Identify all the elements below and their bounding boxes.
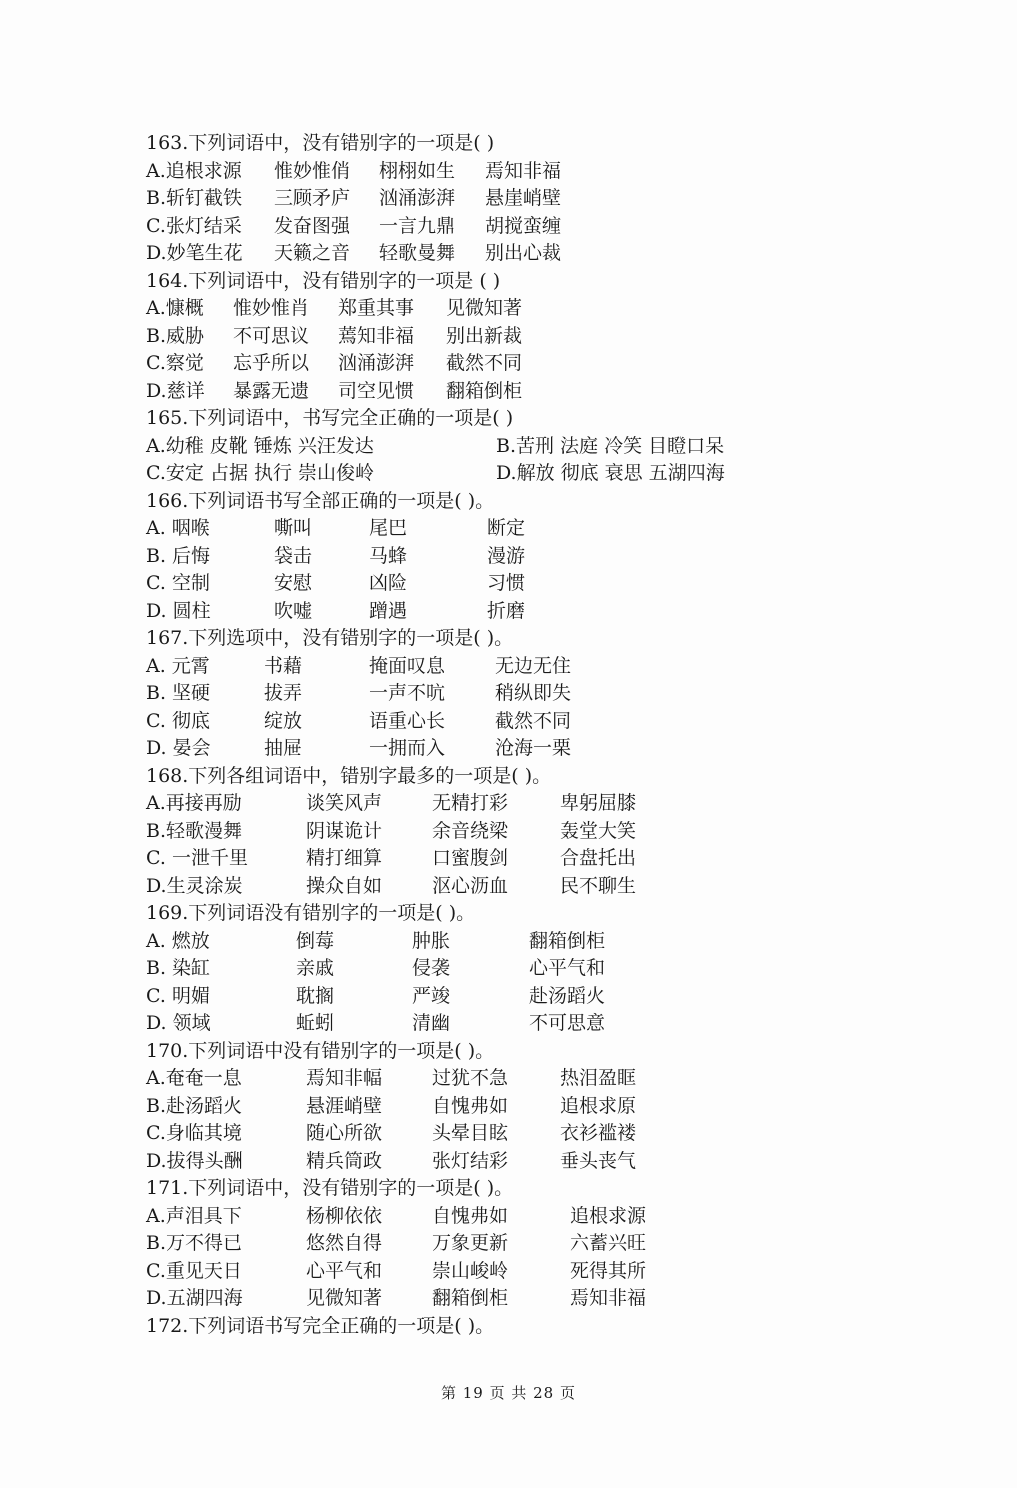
option-term: 赴汤蹈火 (529, 984, 606, 1007)
option-term: 习惯 (487, 572, 526, 594)
option-term: 崇山峻岭 (432, 1259, 509, 1282)
option-term: 无边无住 (495, 654, 572, 677)
option-term: 马蜂 (369, 544, 408, 567)
option-term: C.张灯结采 (146, 214, 242, 237)
option-term: C. 彻底 (146, 709, 210, 732)
option-term: D.妙笔生花 (146, 242, 243, 264)
option-term: D. 晏会 (146, 737, 211, 759)
option-term: 万象更新 (432, 1232, 509, 1254)
option-term: 民不聊生 (560, 874, 637, 897)
option-term: 谈笑风声 (306, 792, 383, 814)
option-term: D. 领域 (146, 1012, 211, 1034)
option-term: 栩栩如生 (379, 159, 456, 182)
option-term: 惟妙惟俏 (274, 159, 351, 182)
option-term: 发奋图强 (274, 214, 351, 237)
option-term: 见微知著 (446, 297, 523, 319)
option-term: 暴露无遗 (233, 379, 310, 402)
option-term: 一拥而入 (369, 737, 446, 759)
option-term: A. 咽喉 (146, 517, 210, 539)
option-term: 吹嘘 (274, 599, 313, 622)
option-term: 悬崖峭壁 (485, 187, 562, 209)
option-row (146, 873, 906, 901)
option-term: D.生灵涂炭 (146, 874, 243, 897)
option-term: 沧海一栗 (495, 737, 572, 759)
option-term: 一声不吭 (369, 682, 446, 704)
option-row (146, 708, 906, 736)
option-term: 蔫知非福 (338, 324, 415, 347)
option-term: C.身临其境 (146, 1122, 242, 1144)
option-term: 焉知非幅 (306, 1067, 383, 1089)
option-row (146, 185, 906, 213)
option-term: 抽屉 (264, 737, 303, 759)
option-term: 口蜜腹剑 (432, 847, 509, 869)
option-term: 汹涌澎湃 (338, 352, 415, 374)
option-term: 清幽 (412, 1012, 451, 1034)
option-term: 别出新裁 (446, 324, 523, 347)
option-row (146, 515, 906, 543)
option-term: 倒莓 (296, 929, 335, 952)
option-term: 肿胀 (412, 929, 451, 952)
option-term: 无精打彩 (432, 792, 509, 814)
option-term: 六蓄兴旺 (570, 1232, 647, 1254)
option-term: C.安定 占据 执行 崇山俊岭 (146, 462, 375, 484)
option-term: C. 一泄千里 (146, 847, 248, 869)
option-term: 杨柳依依 (306, 1204, 383, 1227)
option-row (146, 735, 906, 763)
option-term: 汹涌澎湃 (379, 187, 456, 209)
option-row (146, 1258, 906, 1286)
question-stem: 171.下列词语中，没有错别字的一项是( )。 (146, 1177, 514, 1199)
option-term: 耽搁 (296, 984, 335, 1007)
option-term: 蹭遇 (369, 599, 408, 622)
option-row (146, 433, 906, 461)
option-term: 翻箱倒柜 (446, 379, 523, 402)
option-term: 郑重其事 (338, 297, 415, 319)
option-row (146, 928, 906, 956)
option-term: 焉知非福 (570, 1287, 647, 1309)
option-term: B. 后悔 (146, 544, 211, 567)
option-term: 惟妙惟肖 (233, 297, 310, 319)
option-term: 精兵筒政 (306, 1149, 383, 1172)
question-stem: 164.下列词语中，没有错别字的一项是 ( ) (146, 269, 501, 292)
question-list (146, 130, 906, 1340)
option-term: 不可思议 (233, 324, 310, 347)
option-term: 焉知非福 (485, 159, 562, 182)
option-term: A. 燃放 (146, 929, 210, 952)
option-row (146, 983, 906, 1011)
option-row (146, 158, 906, 186)
option-term: 合盘托出 (560, 847, 637, 869)
option-term: 翻箱倒柜 (529, 929, 606, 952)
option-row (146, 1093, 906, 1121)
question-stem: 167.下列选项中，没有错别字的一项是( )。 (146, 627, 514, 649)
option-term: C.察觉 (146, 352, 204, 374)
option-term: B.轻歌漫舞 (146, 819, 243, 842)
option-term: 天籁之音 (274, 242, 351, 264)
option-term: 阴谋诡计 (306, 819, 383, 842)
option-row (146, 1010, 906, 1038)
option-term: A.再接再励 (146, 792, 242, 814)
option-term: 衣衫褴褛 (560, 1122, 637, 1144)
option-term: 截然不同 (446, 352, 523, 374)
option-term: 死得其所 (570, 1259, 647, 1282)
option-row (146, 1120, 906, 1148)
option-row (146, 1285, 906, 1313)
option-row (146, 213, 906, 241)
option-term: 嘶叫 (274, 517, 313, 539)
option-term: 书藉 (264, 654, 303, 677)
option-term: 尾巴 (369, 517, 408, 539)
option-row (146, 295, 906, 323)
option-term: 追根求源 (570, 1204, 647, 1227)
option-term: 精打细算 (306, 847, 383, 869)
question-stem: 163.下列词语中，没有错别字的一项是( ) (146, 132, 495, 154)
option-term: 司空见惯 (338, 379, 415, 402)
option-term: C. 明媚 (146, 984, 210, 1007)
option-term: D.五湖四海 (146, 1287, 243, 1309)
option-term: 余音绕梁 (432, 819, 509, 842)
option-row (146, 1230, 906, 1258)
option-term: 卑躬屈膝 (560, 792, 637, 814)
option-term: 沤心沥血 (432, 874, 509, 897)
option-term: D.解放 彻底 衰思 五湖四海 (496, 462, 725, 484)
option-term: B.斩钉截铁 (146, 187, 243, 209)
option-term: 见微知著 (306, 1287, 383, 1309)
option-term: 侵袭 (412, 957, 451, 979)
option-term: 自愧弗如 (432, 1204, 509, 1227)
option-term: D.拔得头酬 (146, 1149, 243, 1172)
option-row (146, 323, 906, 351)
option-term: 绽放 (264, 709, 303, 732)
option-term: 袋击 (274, 544, 313, 567)
option-term: B.万不得已 (146, 1232, 243, 1254)
option-term: 截然不同 (495, 709, 572, 732)
option-term: 安慰 (274, 572, 313, 594)
option-term: B. 染缸 (146, 957, 211, 979)
option-term: A. 元霄 (146, 654, 210, 677)
page-footer: 第 19 页 共 28 页 (440, 1384, 576, 1402)
option-row (146, 680, 906, 708)
option-term: 拔弄 (264, 682, 303, 704)
option-term: 头晕目眩 (432, 1122, 509, 1144)
option-term: 稍纵即失 (495, 682, 572, 704)
option-term: 掩面叹息 (369, 654, 446, 677)
option-term: 心平气和 (306, 1259, 383, 1282)
option-term: A.声泪具下 (146, 1204, 242, 1227)
option-row (146, 653, 906, 681)
option-term: B.赴汤蹈火 (146, 1094, 243, 1117)
option-term: A.慷概 (146, 297, 204, 319)
option-row (146, 598, 906, 626)
option-row (146, 543, 906, 571)
option-term: 轻歌曼舞 (379, 242, 456, 264)
option-term: 悠然自得 (306, 1232, 383, 1254)
option-term: 追根求原 (560, 1094, 637, 1117)
option-term: 心平气和 (529, 957, 606, 979)
option-term: D. 圆柱 (146, 599, 211, 622)
option-term: D.慈详 (146, 379, 205, 402)
option-row (146, 460, 906, 488)
option-term: 轰堂大笑 (560, 819, 637, 842)
option-row (146, 350, 906, 378)
option-row (146, 790, 906, 818)
question-stem: 172.下列词语书写完全正确的一项是( )。 (146, 1314, 495, 1337)
option-term: 不可思意 (529, 1012, 606, 1034)
question-stem: 169.下列词语没有错别字的一项是( )。 (146, 902, 476, 924)
option-term: 操众自如 (306, 874, 383, 897)
option-row (146, 845, 906, 873)
option-row (146, 240, 906, 268)
option-term: 悬涯峭壁 (306, 1094, 383, 1117)
option-term: A.奄奄一息 (146, 1067, 242, 1089)
option-term: 翻箱倒柜 (432, 1287, 509, 1309)
option-row (146, 1203, 906, 1231)
option-row (146, 818, 906, 846)
option-term: C. 空制 (146, 572, 210, 594)
option-term: 一言九鼎 (379, 214, 456, 237)
option-term: C.重见天日 (146, 1259, 242, 1282)
option-term: 三顾矛庐 (274, 187, 351, 209)
option-term: A.追根求源 (146, 159, 242, 182)
option-term: A.幼稚 皮靴 锤炼 兴汪发达 (146, 434, 374, 457)
option-row (146, 378, 906, 406)
question-stem: 166.下列词语书写全部正确的一项是( )。 (146, 489, 495, 512)
option-row (146, 1065, 906, 1093)
option-term: B.苦刑 法庭 冷笑 目瞪口呆 (496, 434, 725, 457)
option-term: 折磨 (487, 599, 526, 622)
option-term: 别出心裁 (485, 242, 562, 264)
option-term: 热泪盈眶 (560, 1067, 637, 1089)
option-term: 忘乎所以 (233, 352, 310, 374)
option-term: 漫游 (487, 544, 526, 567)
option-row (146, 570, 906, 598)
question-stem: 168.下列各组词语中，错别字最多的一项是( )。 (146, 764, 552, 787)
option-term: B.威胁 (146, 324, 205, 347)
option-term: 随心所欲 (306, 1122, 383, 1144)
option-term: B. 坚硬 (146, 682, 211, 704)
option-row (146, 955, 906, 983)
option-term: 蚯蚓 (296, 1012, 335, 1034)
question-stem: 170.下列词语中没有错别字的一项是( )。 (146, 1039, 495, 1062)
option-term: 凶险 (369, 572, 408, 594)
option-term: 严竣 (412, 984, 451, 1007)
option-term: 张灯结彩 (432, 1149, 509, 1172)
option-term: 语重心长 (369, 709, 446, 732)
option-term: 亲戚 (296, 957, 335, 979)
question-stem: 165.下列词语中，书写完全正确的一项是( ) (146, 407, 514, 429)
option-term: 断定 (487, 517, 526, 539)
option-term: 自愧弗如 (432, 1094, 509, 1117)
option-term: 垂头丧气 (560, 1149, 637, 1172)
option-row (146, 1148, 906, 1176)
option-term: 胡搅蛮缠 (485, 214, 562, 237)
option-term: 过犹不急 (432, 1067, 509, 1089)
